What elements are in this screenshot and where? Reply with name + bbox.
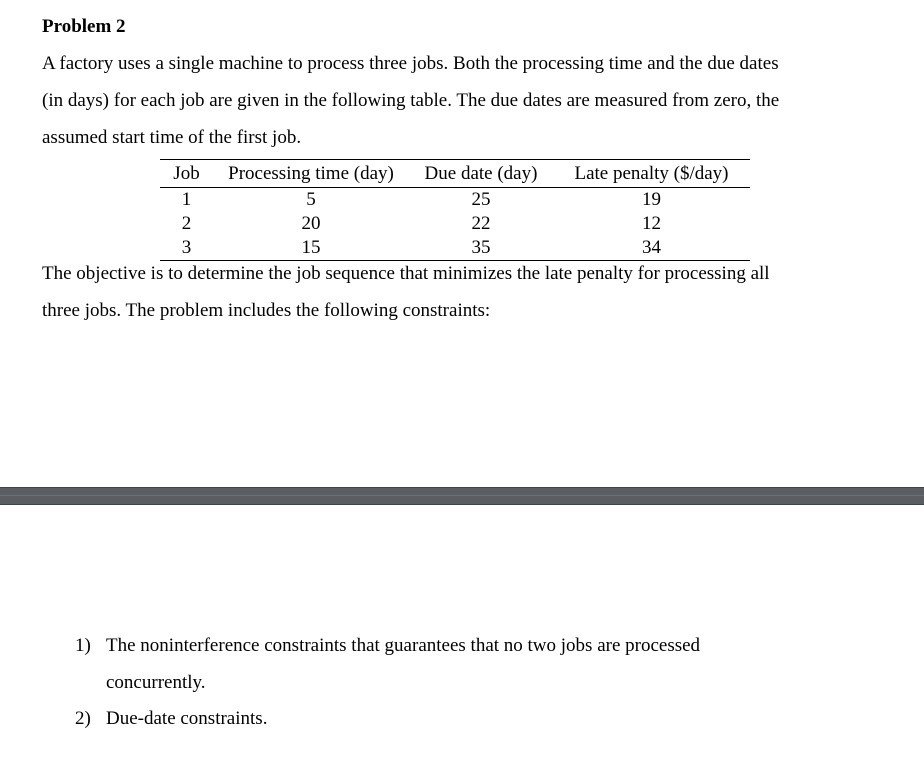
cell-processing-time: 15 [213, 236, 409, 261]
constraint-number-2: 2) [75, 708, 91, 729]
cell-due-date: 35 [409, 236, 553, 261]
cell-late-penalty: 19 [642, 189, 661, 210]
constraint-1-line-2: concurrently. [106, 672, 206, 693]
constraint-1-line-1: The noninterference constraints that guarantees that no two jobs are processed [106, 635, 701, 656]
job-data-table [160, 159, 750, 261]
header-due-date: Due date (day) [409, 160, 553, 188]
cell-due-date: 25 [471, 189, 491, 210]
table-header-row [160, 160, 750, 188]
constraint-number-1: 1) [75, 635, 91, 656]
header-job: Job [160, 160, 213, 188]
table-row [160, 188, 750, 213]
cell-processing-time: 5 [306, 189, 316, 210]
problem-title: Problem 2 [42, 16, 126, 37]
section-divider [0, 487, 924, 505]
cell-job: 2 [181, 213, 192, 234]
objective-line-1: The objective is to determine the job sequence that minimizes the late penalty for processing all [42, 263, 770, 284]
header-processing-time: Processing time (day) [213, 160, 409, 188]
header-late-penalty: Late penalty ($/day) [553, 160, 750, 188]
cell-late-penalty: 12 [642, 213, 661, 234]
table-row [160, 212, 750, 236]
cell-late-penalty: 34 [553, 236, 750, 261]
cell-job: 1 [181, 189, 192, 210]
objective-line-2: three jobs. The problem includes the following constraints: [42, 300, 491, 321]
cell-processing-time: 20 [301, 213, 321, 234]
intro-line-1: A factory uses a single machine to process three jobs. Both the processing time and the due dates [42, 53, 779, 74]
table-row [160, 236, 750, 261]
cell-job: 3 [160, 236, 213, 261]
constraint-2-line-1: Due-date constraints. [106, 708, 268, 729]
cell-due-date: 22 [471, 213, 491, 234]
intro-line-3: assumed start time of the first job. [42, 127, 302, 148]
intro-line-2: (in days) for each job are given in the following table. The due dates are measured from zero, the [42, 90, 780, 111]
